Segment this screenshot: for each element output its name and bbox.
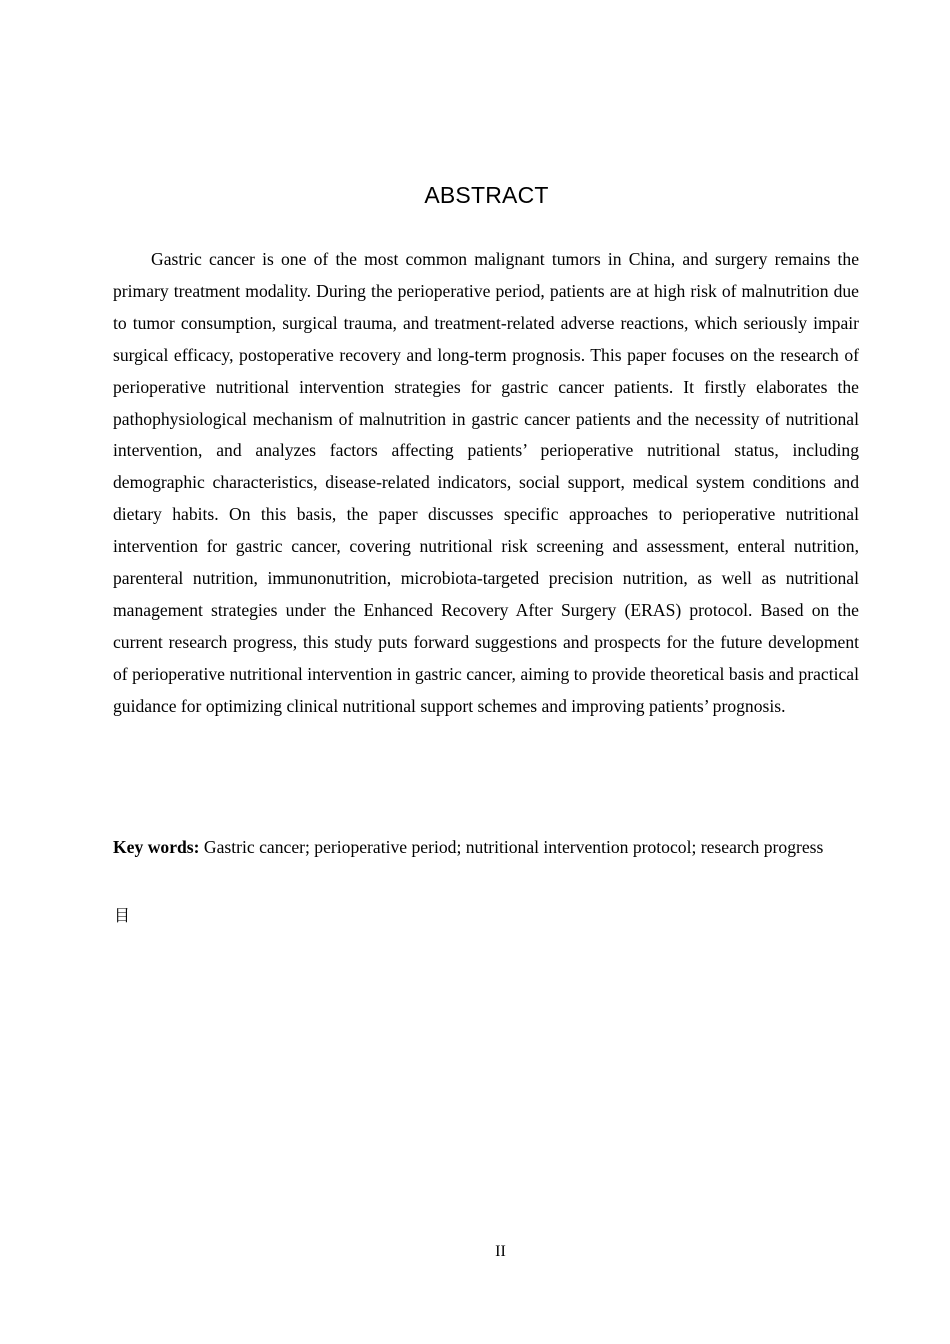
page-number: II bbox=[495, 1243, 506, 1260]
keywords-text: Gastric cancer; perioperative period; nutritional intervention protocol; research progress bbox=[203, 837, 824, 857]
keywords-line bbox=[113, 836, 859, 858]
abstract-heading: ABSTRACT bbox=[424, 182, 549, 208]
abstract-paragraph: Gastric cancer is one of the most common malignant tumors in China, and surgery remains the primary treatment modality. During the perioperative period, patients are at high risk of malnutrition due to tumor consumption, surgical trauma, and treatment-related adverse reactions, which seriously impair surgical efficacy, postoperative recovery and long-term prognosis. This paper focuses on the research of perioperative nutritional intervention strategies for gastric cancer patients. It firstly elaborates the pathophysiological mechanism of malnutrition in gastric cancer patients and the necessity of nutritional intervention, and analyzes factors affecting patients’ perioperative nutritional status, including demographic characteristics, disease-related indicators, social support, medical system conditions and dietary habits. On this basis, the paper discusses specific approaches to perioperative nutritional intervention for gastric cancer, covering nutritional risk screening and assessment, enteral nutrition, parenteral nutrition, immunonutrition, microbiota-targeted precision nutrition, as well as nutritional management strategies under the Enhanced Recovery After Surgery (ERAS) protocol. Based on the current research progress, this study puts forward suggestions and prospects for the future development of perioperative nutritional intervention in gastric cancer, aiming to provide theoretical basis and practical guidance for optimizing clinical nutritional support schemes and improving patients’ prognosis. bbox=[113, 249, 859, 716]
keywords-label: Key words: bbox=[113, 837, 200, 857]
toc-heading-fragment: 目 bbox=[114, 906, 131, 925]
